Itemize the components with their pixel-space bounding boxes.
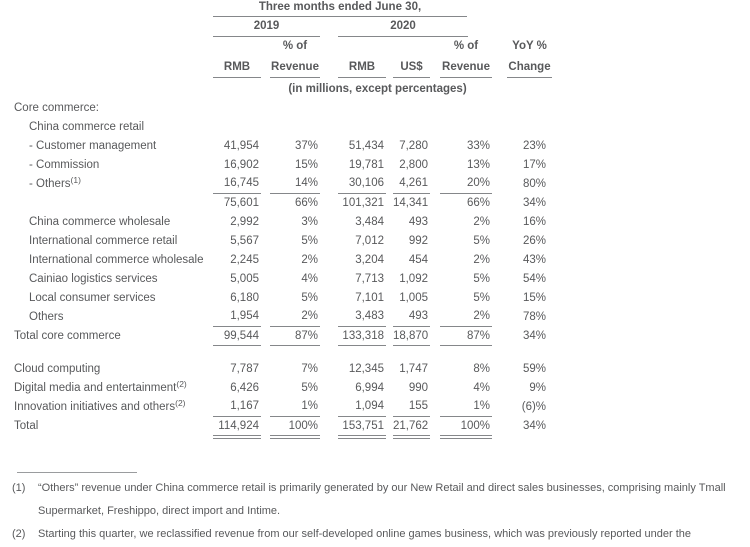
row-label: Digital media and entertainment$^{(2)}$: [14, 378, 187, 394]
column-gap: [261, 117, 270, 136]
table-row: [0, 397, 552, 416]
footnote-marker: (2): [12, 528, 26, 540]
column-gap: [320, 397, 338, 416]
cell-yoy: 9%: [529, 381, 547, 394]
column-gap: [386, 117, 393, 136]
footnote-text: “Others” revenue under China commerce retail is primarily generated by our New Retail and direct sales businesses, comprising mainly Tmall Supermarket, Freshippo, direct import and Intime.: [38, 482, 726, 517]
column-gap: [386, 155, 393, 174]
column-gap: [320, 326, 338, 345]
cell-rmb-2019: 16,745: [213, 174, 261, 193]
column-gap: [492, 378, 507, 397]
column-gap: [386, 416, 393, 435]
column-gap: [492, 288, 507, 307]
column-gap: [386, 174, 393, 193]
cell-yoy: 34%: [522, 196, 547, 209]
column-gap: [386, 193, 393, 212]
subheader-row-2: [0, 54, 552, 77]
cell-yoy: [507, 98, 552, 117]
footnote-marker: (1): [12, 482, 26, 494]
column-gap: [492, 136, 507, 155]
column-gap: [261, 174, 270, 193]
cell-yoy: 34%: [522, 329, 547, 342]
cell-yoy: 15%: [522, 291, 547, 304]
table-row: [0, 307, 552, 326]
column-gap: [386, 136, 393, 155]
column-gap: [430, 416, 440, 435]
table-row: [0, 136, 552, 155]
cell-usd-2020: 21,762: [393, 416, 430, 435]
column-gap: [320, 155, 338, 174]
cell-rmb-2020: 3,483: [338, 307, 386, 326]
cell-yoy: 80%: [522, 177, 547, 190]
cell-usd-2020: 2,800: [399, 158, 428, 171]
footnote-ref: (2): [176, 378, 187, 389]
column-gap: [261, 326, 270, 345]
cell-pct-2020: 4%: [473, 381, 491, 394]
column-gap: [320, 416, 338, 435]
row-label: Innovation initiatives and others$^{(2)}$: [14, 397, 186, 413]
cell-usd-2020: [393, 98, 430, 117]
yoy-label-line1: YoY %: [512, 39, 547, 52]
cell-pct-2019: 5%: [301, 291, 318, 304]
row-label: China commerce retail: [29, 120, 145, 133]
row-label: - Commission: [29, 158, 100, 171]
cell-yoy: 34%: [522, 419, 547, 432]
cell-pct-2020: 13%: [466, 158, 491, 171]
column-gap: [386, 307, 393, 326]
year-header-row: [0, 17, 552, 37]
footnote-ref: (2): [175, 397, 186, 408]
table-row: [0, 378, 552, 397]
cell-usd-2020: 990: [408, 381, 428, 394]
column-gap: [386, 288, 393, 307]
cell-pct-2020: [440, 98, 492, 117]
cell-pct-2020: 100%: [440, 416, 492, 435]
cell-pct-2019: 14%: [270, 174, 320, 193]
revenue-header-2019: Revenue: [270, 54, 320, 77]
pct-of-label-2020: % of: [453, 39, 479, 52]
cell-rmb-2019: 6,180: [230, 291, 259, 304]
column-gap: [430, 288, 440, 307]
column-gap: [320, 231, 338, 250]
rmb-header-2020: RMB: [338, 54, 386, 77]
cell-rmb-2019: 2,245: [230, 253, 259, 266]
cell-pct-2020: 33%: [466, 139, 491, 152]
column-gap: [492, 117, 507, 136]
yoy-label-line2: Change: [507, 54, 552, 77]
period-header-row: [0, 0, 552, 17]
cell-rmb-2020: 19,781: [348, 158, 384, 171]
cell-usd-2020: 7,280: [399, 139, 428, 152]
cell-rmb-2019: 1,167: [213, 397, 261, 416]
column-gap: [261, 136, 270, 155]
row-label: Total core commerce: [14, 329, 121, 342]
revenue-header-2020: Revenue: [440, 54, 492, 77]
table-row: [0, 117, 552, 136]
column-gap: [430, 136, 440, 155]
column-gap: [320, 269, 338, 288]
column-gap: [492, 397, 507, 416]
table-row: [0, 212, 552, 231]
cell-usd-2020: 1,092: [399, 272, 428, 285]
cell-usd-2020: 493: [393, 307, 430, 326]
cell-pct-2020: 1%: [440, 397, 492, 416]
cell-pct-2019: 1%: [270, 397, 320, 416]
cell-rmb-2019: 7,787: [230, 362, 259, 375]
subheader-row-1: [0, 37, 552, 54]
cell-yoy: 16%: [522, 215, 547, 228]
cell-rmb-2019: 1,954: [213, 307, 261, 326]
cell-rmb-2019: 99,544: [213, 326, 261, 345]
cell-yoy: 23%: [522, 139, 547, 152]
column-gap: [386, 359, 393, 378]
column-gap: [320, 193, 338, 212]
cell-usd-2020: 493: [408, 215, 428, 228]
cell-rmb-2019: 16,902: [223, 158, 259, 171]
cell-pct-2019: 37%: [294, 139, 318, 152]
cell-rmb-2020: 153,751: [338, 416, 386, 435]
row-label: Core commerce:: [14, 101, 99, 114]
year-2019-header: 2019: [213, 20, 320, 37]
cell-pct-2019: 5%: [301, 234, 318, 247]
row-label: Cloud computing: [14, 362, 101, 375]
column-gap: [492, 193, 507, 212]
column-gap: [386, 326, 393, 345]
column-gap: [430, 231, 440, 250]
table-row: [0, 231, 552, 250]
cell-pct-2020: 5%: [473, 272, 491, 285]
column-gap: [386, 231, 393, 250]
cell-usd-2020: 992: [408, 234, 428, 247]
cell-yoy: 59%: [522, 362, 547, 375]
column-gap: [492, 231, 507, 250]
cell-pct-2020: 5%: [473, 234, 491, 247]
cell-rmb-2019: 2,992: [230, 215, 259, 228]
cell-rmb-2019: 5,005: [230, 272, 259, 285]
cell-pct-2019: 100%: [270, 416, 320, 435]
column-gap: [261, 193, 270, 212]
cell-usd-2020: 454: [408, 253, 428, 266]
table-row: [0, 288, 552, 307]
footnote-text: Starting this quarter, we reclassified revenue from our self-developed online games business, which was previously reported under the: [38, 528, 692, 540]
cell-yoy: 17%: [522, 158, 547, 171]
cell-usd-2020: 1,747: [399, 362, 428, 375]
table-body: [0, 98, 552, 435]
column-gap: [492, 174, 507, 193]
cell-pct-2020: 87%: [440, 326, 492, 345]
column-gap: [430, 378, 440, 397]
cell-yoy: 43%: [522, 253, 547, 266]
row-label: Total: [14, 419, 39, 432]
cell-rmb-2019: 41,954: [223, 139, 259, 152]
cell-usd-2020: 18,870: [393, 326, 430, 345]
cell-pct-2020: 5%: [473, 291, 491, 304]
footnotes-section: [12, 472, 745, 546]
cell-rmb-2020: 6,994: [355, 381, 384, 394]
column-gap: [261, 98, 270, 117]
cell-rmb-2019: 75,601: [223, 196, 259, 209]
column-gap: [492, 98, 507, 117]
cell-rmb-2019: [213, 98, 261, 117]
cell-pct-2019: [270, 98, 320, 117]
column-gap: [430, 212, 440, 231]
cell-pct-2019: 7%: [301, 362, 318, 375]
column-gap: [386, 98, 393, 117]
column-gap: [320, 250, 338, 269]
column-gap: [430, 193, 440, 212]
column-gap: [430, 98, 440, 117]
column-gap: [492, 155, 507, 174]
row-label: China commerce wholesale: [29, 215, 171, 228]
column-gap: [320, 136, 338, 155]
cell-pct-2019: 4%: [301, 272, 318, 285]
cell-yoy: (6)%: [521, 400, 547, 413]
footnote-2: [12, 523, 745, 546]
cell-pct-2019: 15%: [294, 158, 318, 171]
cell-pct-2020: 2%: [473, 253, 491, 266]
column-gap: [261, 416, 270, 435]
table-row: [0, 193, 552, 212]
column-gap: [261, 269, 270, 288]
column-gap: [430, 397, 440, 416]
column-gap: [430, 359, 440, 378]
column-gap: [492, 269, 507, 288]
column-gap: [430, 250, 440, 269]
period-header: Three months ended June 30,: [213, 1, 467, 17]
cell-pct-2019: 3%: [301, 215, 318, 228]
year-2020-header: 2020: [338, 20, 468, 37]
footnote-ref: (1): [70, 174, 81, 185]
column-gap: [492, 212, 507, 231]
cell-rmb-2019: 5,567: [230, 234, 259, 247]
cell-usd-2020: 1,005: [399, 291, 428, 304]
cell-rmb-2020: 12,345: [348, 362, 384, 375]
cell-rmb-2020: 3,204: [355, 253, 384, 266]
cell-pct-2020: 20%: [440, 174, 492, 193]
cell-pct-2020: 8%: [473, 362, 491, 375]
cell-pct-2019: 2%: [301, 253, 318, 266]
cell-rmb-2020: [338, 98, 386, 117]
column-gap: [386, 378, 393, 397]
cell-pct-2020: [440, 117, 492, 136]
row-label: International commerce retail: [29, 234, 178, 247]
column-gap: [430, 117, 440, 136]
column-gap: [261, 250, 270, 269]
table-header: [0, 0, 552, 98]
column-gap: [386, 397, 393, 416]
table-row: [0, 250, 552, 269]
cell-rmb-2020: 7,101: [355, 291, 384, 304]
column-gap: [320, 378, 338, 397]
column-gap: [320, 174, 338, 193]
cell-yoy: 78%: [522, 310, 547, 323]
row-label: Cainiao logistics services: [29, 272, 158, 285]
cell-pct-2020: 2%: [473, 215, 491, 228]
column-gap: [430, 174, 440, 193]
row-label: - Others$^{(1)}$: [29, 174, 81, 190]
table-row: [0, 416, 552, 435]
cell-pct-2019: [270, 117, 320, 136]
cell-usd-2020: [393, 117, 430, 136]
units-note-row: [0, 77, 552, 98]
cell-rmb-2020: 30,106: [338, 174, 386, 193]
cell-rmb-2020: 133,318: [338, 326, 386, 345]
cell-pct-2019: 2%: [270, 307, 320, 326]
column-gap: [492, 326, 507, 345]
column-gap: [430, 307, 440, 326]
cell-rmb-2020: [338, 117, 386, 136]
column-gap: [261, 212, 270, 231]
cell-rmb-2019: 6,426: [230, 381, 259, 394]
table-row: [0, 98, 552, 117]
column-gap: [261, 155, 270, 174]
column-gap: [386, 250, 393, 269]
cell-rmb-2020: 3,484: [355, 215, 384, 228]
cell-rmb-2020: 7,012: [355, 234, 384, 247]
row-label: Local consumer services: [29, 291, 156, 304]
column-gap: [320, 359, 338, 378]
cell-pct-2019: 87%: [270, 326, 320, 345]
cell-pct-2020: 66%: [466, 196, 491, 209]
column-gap: [320, 98, 338, 117]
table-row: [0, 174, 552, 193]
column-gap: [320, 212, 338, 231]
row-label: [0, 193, 213, 212]
table-row: [0, 359, 552, 378]
spacer-row: [0, 345, 552, 359]
column-gap: [261, 359, 270, 378]
row-label: International commerce wholesale: [29, 253, 204, 266]
column-gap: [261, 307, 270, 326]
table-row: [0, 326, 552, 345]
pct-of-label-2019: % of: [282, 39, 308, 52]
table-row: [0, 155, 552, 174]
cell-yoy: [507, 117, 552, 136]
footnote-1: [12, 477, 745, 523]
footnote-divider: [17, 472, 137, 473]
cell-rmb-2019: 114,924: [213, 416, 261, 435]
cell-rmb-2020: 101,321: [342, 196, 384, 209]
cell-yoy: 54%: [522, 272, 547, 285]
table-row: [0, 269, 552, 288]
column-gap: [320, 117, 338, 136]
column-gap: [430, 326, 440, 345]
column-gap: [492, 307, 507, 326]
column-gap: [261, 231, 270, 250]
row-label: Others: [29, 310, 64, 323]
column-gap: [430, 269, 440, 288]
cell-usd-2020: 14,341: [393, 196, 429, 209]
column-gap: [386, 269, 393, 288]
column-gap: [492, 250, 507, 269]
cell-pct-2020: 2%: [440, 307, 492, 326]
cell-usd-2020: 155: [393, 397, 430, 416]
units-note: (in millions, except percentages): [288, 83, 467, 96]
rmb-header-2019: RMB: [213, 54, 261, 77]
column-gap: [261, 288, 270, 307]
column-gap: [386, 212, 393, 231]
column-gap: [430, 155, 440, 174]
cell-rmb-2020: 51,434: [348, 139, 384, 152]
usd-header-2020: US$: [393, 54, 430, 77]
column-gap: [320, 288, 338, 307]
column-gap: [492, 359, 507, 378]
row-label: - Customer management: [29, 139, 157, 152]
cell-pct-2019: 5%: [301, 381, 318, 394]
cell-rmb-2020: 7,713: [355, 272, 384, 285]
column-gap: [320, 307, 338, 326]
column-gap: [261, 397, 270, 416]
column-gap: [261, 378, 270, 397]
cell-pct-2019: 66%: [294, 196, 318, 209]
cell-rmb-2019: [213, 117, 261, 136]
cell-yoy: 26%: [522, 234, 547, 247]
column-gap: [492, 416, 507, 435]
cell-usd-2020: 4,261: [393, 174, 430, 193]
cell-rmb-2020: 1,094: [338, 397, 386, 416]
